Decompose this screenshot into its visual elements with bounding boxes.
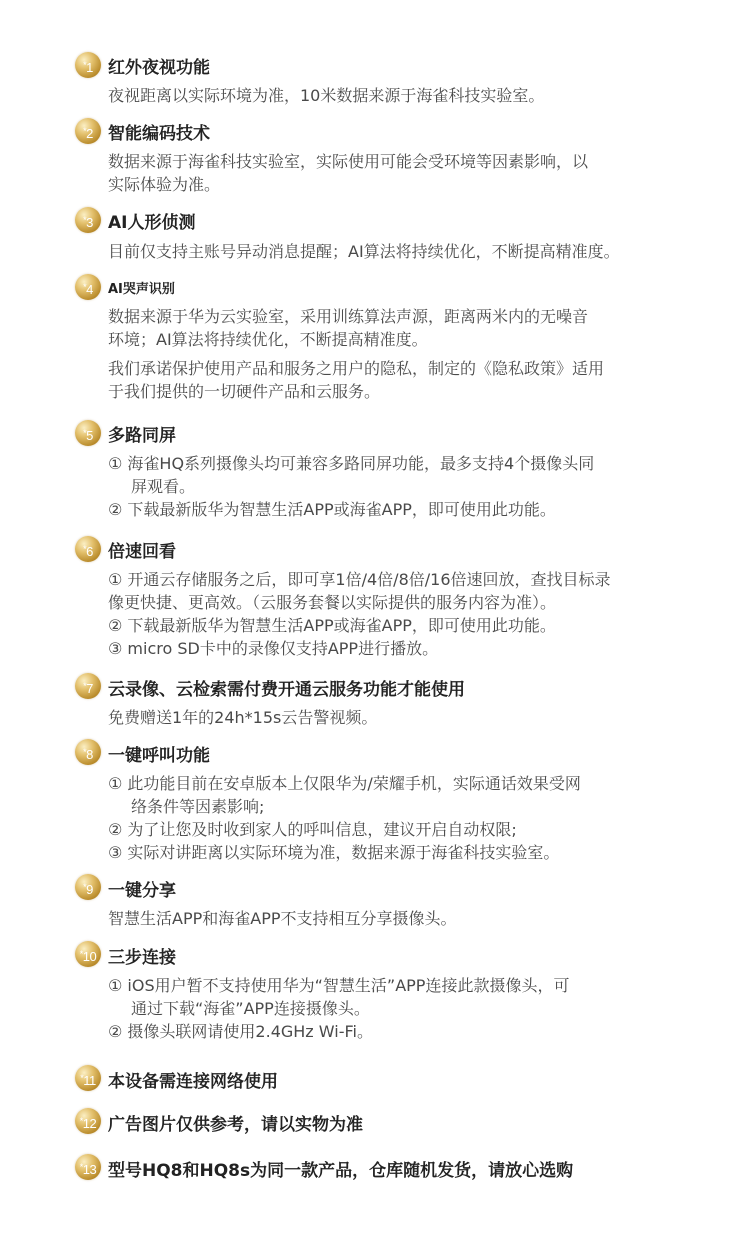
note-body — [108, 772, 708, 864]
privacy-note — [108, 357, 708, 403]
number-badge: *1 — [75, 52, 101, 78]
note-body — [108, 84, 708, 107]
note-title: 云录像、云检索需付费开通云服务功能才能使用 — [108, 680, 465, 700]
note-title: 一键呼叫功能 — [108, 746, 210, 766]
note-line: 像更快捷、更高效。（云服务套餐以实际提供的服务内容为准）。 — [108, 593, 557, 612]
note-line: 免费赠送1年的24h*15s云告警视频。 — [108, 708, 378, 727]
note-body — [108, 305, 708, 351]
note-line: 目前仅支持主账号异动消息提醒；AI算法将持续优化，不断提高精准度。 — [108, 242, 620, 261]
number-badge: *10 — [75, 941, 101, 967]
note-line: ① 此功能目前在安卓版本上仅限华为/荣耀手机，实际通话效果受网 — [108, 774, 581, 793]
note-body — [108, 452, 708, 521]
note-line: ③ 实际对讲距离以实际环境为准，数据来源于海雀科技实验室。 — [108, 843, 560, 862]
note-line: 屏观看。 — [131, 477, 196, 496]
number-badge: *12 — [75, 1108, 101, 1134]
number-badge: *3 — [75, 207, 101, 233]
note-line: ② 下载最新版华为智慧生活APP或海雀APP，即可使用此功能。 — [108, 616, 556, 635]
note-line: ① 开通云存储服务之后，即可享1倍/4倍/8倍/16倍速回放，查找目标录 — [108, 570, 611, 589]
note-line: 数据来源于海雀科技实验室，实际使用可能会受环境等因素影响，以 — [108, 152, 589, 171]
note-line: ③ micro SD卡中的录像仅支持APP进行播放。 — [108, 639, 439, 658]
note-line: ② 摄像头联网请使用2.4GHz Wi-Fi。 — [108, 1022, 373, 1041]
note-body — [108, 974, 708, 1043]
note-line: 环境；AI算法将持续优化，不断提高精准度。 — [108, 330, 428, 349]
note-body — [108, 150, 708, 196]
number-badge: *7 — [75, 673, 101, 699]
note-title: AI哭声识别 — [108, 282, 175, 297]
note-body — [108, 568, 708, 660]
note-body — [108, 706, 708, 729]
note-title: 本设备需连接网络使用 — [108, 1072, 278, 1092]
note-line: ① 海雀HQ系列摄像头均可兼容多路同屏功能，最多支持4个摄像头同 — [108, 454, 595, 473]
note-line: 我们承诺保护使用产品和服务之用户的隐私，制定的《隐私政策》适用 — [108, 359, 605, 378]
note-line: 智慧生活APP和海雀APP不支持相互分享摄像头。 — [108, 909, 457, 928]
note-title: 一键分享 — [108, 881, 176, 901]
note-line: 络条件等因素影响; — [131, 797, 265, 816]
note-line: 夜视距离以实际环境为准，10米数据来源于海雀科技实验室。 — [108, 86, 545, 105]
note-line: 于我们提供的一切硬件产品和云服务。 — [108, 382, 381, 401]
note-line: ② 下载最新版华为智慧生活APP或海雀APP，即可使用此功能。 — [108, 500, 556, 519]
number-badge: *8 — [75, 739, 101, 765]
note-title: 红外夜视功能 — [108, 58, 210, 78]
note-body — [108, 240, 708, 263]
note-title: 智能编码技术 — [108, 124, 210, 144]
number-badge: *2 — [75, 118, 101, 144]
note-title: 三步连接 — [108, 948, 176, 968]
note-title: 倍速回看 — [108, 542, 176, 562]
note-line: ② 为了让您及时收到家人的呼叫信息，建议开启自动权限; — [108, 820, 517, 839]
note-line: 实际体验为准。 — [108, 175, 221, 194]
note-title: 多路同屏 — [108, 426, 176, 446]
number-badge: *5 — [75, 420, 101, 446]
number-badge: *4 — [75, 274, 101, 300]
note-line: 数据来源于华为云实验室，采用训练算法声源，距离两米内的无噪音 — [108, 307, 589, 326]
number-badge: *9 — [75, 874, 101, 900]
note-body — [108, 907, 708, 930]
note-line: ① iOS用户暂不支持使用华为“智慧生活”APP连接此款摄像头，可 — [108, 976, 570, 995]
number-badge: *11 — [75, 1065, 101, 1091]
number-badge: *6 — [75, 536, 101, 562]
note-title: 广告图片仅供参考，请以实物为准 — [108, 1115, 363, 1135]
note-title: 型号HQ8和HQ8s为同一款产品，仓库随机发货，请放心选购 — [108, 1161, 574, 1181]
note-title: AI人形侦测 — [108, 213, 196, 233]
number-badge: *13 — [75, 1154, 101, 1180]
note-line: 通过下载“海雀”APP连接摄像头。 — [131, 999, 370, 1018]
